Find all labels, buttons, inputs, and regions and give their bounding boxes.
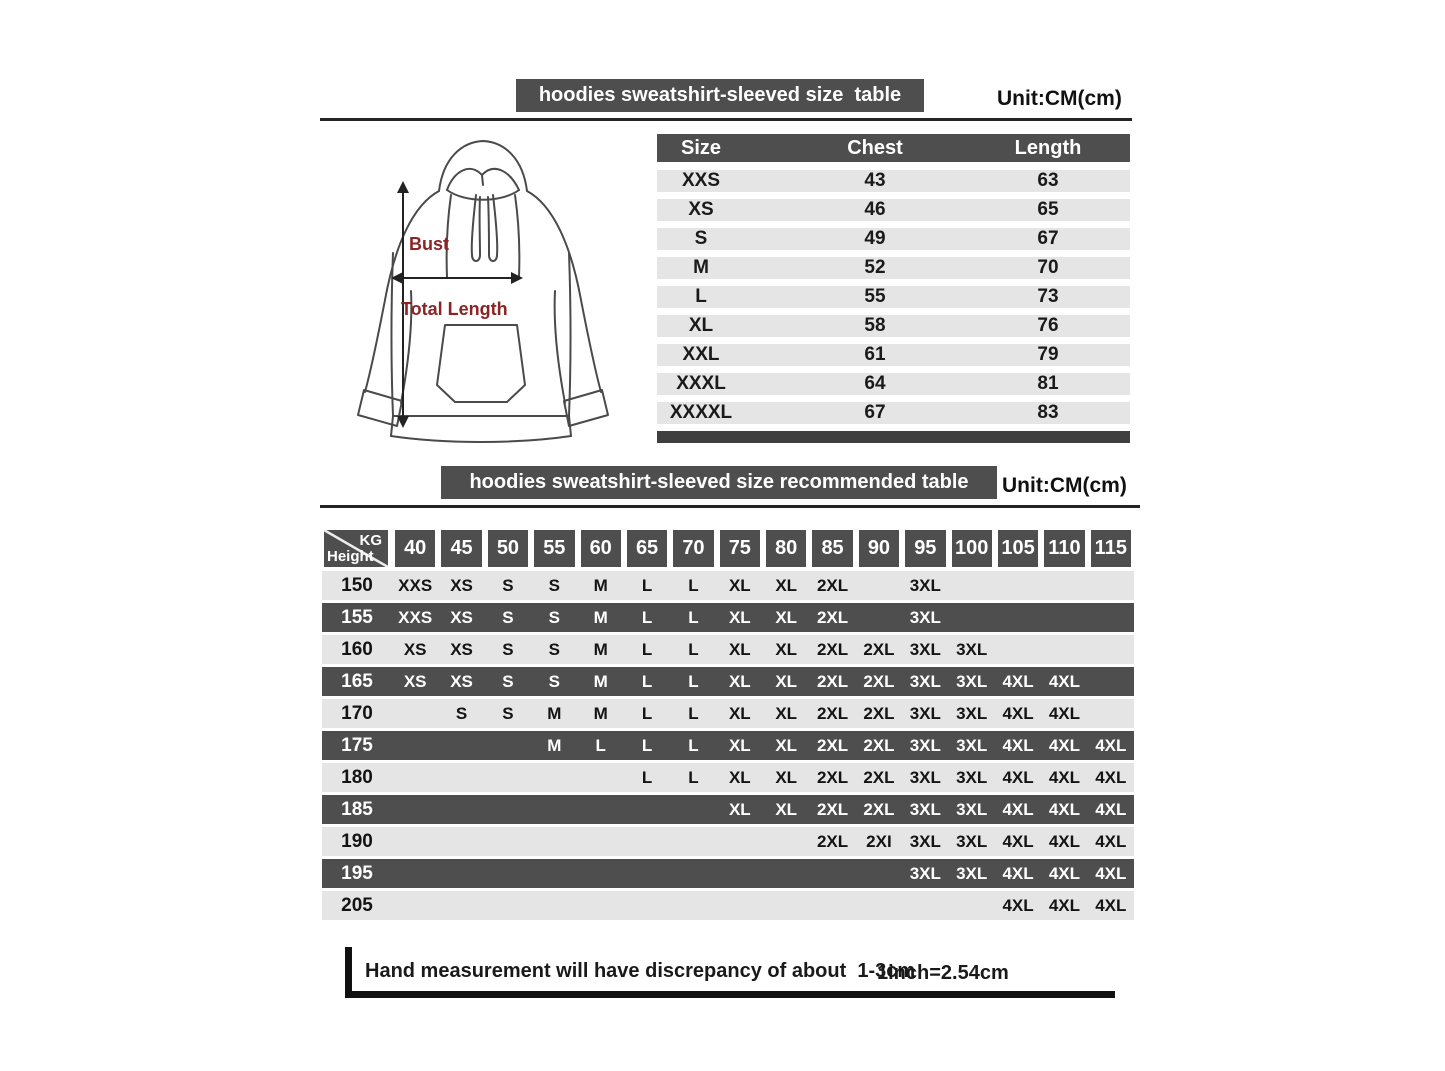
recommended-table-title-bar: [441, 466, 997, 499]
size-cell: 4XL: [1095, 863, 1127, 883]
size-cell: 2XL: [816, 639, 849, 659]
height-value: 170: [341, 702, 373, 724]
size-cell: 4XL: [1048, 671, 1081, 691]
size-cell: 4XL: [1048, 767, 1081, 787]
size-cell: XL: [728, 671, 751, 691]
recommended-table-row: [322, 859, 1134, 888]
chest-value: 67: [864, 402, 886, 423]
size-table-header: [657, 134, 1130, 162]
size-value: XL: [688, 315, 714, 336]
size-cell: 4XL: [1048, 799, 1081, 819]
chest-value: 58: [864, 315, 886, 336]
size-cell: 2XL: [863, 767, 895, 787]
size-value: XXS: [681, 170, 721, 191]
length-value: 73: [1037, 286, 1059, 307]
kg-height-corner-cell: [324, 530, 388, 567]
size-table-row: [657, 286, 1130, 308]
weight-header-cell: 65: [627, 530, 667, 567]
size-cell: 4XL: [1095, 831, 1127, 851]
size-cell: S: [548, 607, 560, 627]
size-cell: 4XL: [1048, 863, 1081, 883]
weight-header-cell: 80: [766, 530, 806, 567]
size-value: XXXL: [676, 373, 726, 394]
size-cell: XL: [775, 639, 798, 659]
size-value: M: [693, 257, 709, 278]
size-cell: S: [548, 575, 560, 595]
recommended-table-row: [322, 571, 1134, 600]
weight-header-cell: 60: [581, 530, 621, 567]
size-cell: 4XL: [1048, 735, 1081, 755]
height-value: 155: [341, 606, 373, 628]
recommended-table-row: [322, 763, 1134, 792]
size-cell: 2XI: [866, 831, 892, 851]
size-cell: XS: [450, 607, 473, 627]
size-cell: 3XL: [956, 863, 988, 883]
size-cell: 3XL: [909, 607, 941, 627]
size-cell: L: [641, 575, 653, 595]
size-cell: L: [641, 639, 653, 659]
size-cell: L: [688, 767, 699, 787]
size-value: S: [694, 228, 708, 249]
height-value: 185: [341, 798, 373, 820]
size-cell: M: [547, 735, 562, 755]
size-cell: XL: [728, 703, 751, 723]
size-cell: XS: [450, 639, 473, 659]
size-table-title-bar: [516, 79, 924, 112]
length-value: 67: [1037, 228, 1059, 249]
size-value: XXL: [682, 344, 720, 365]
size-cell: 3XL: [956, 767, 988, 787]
weight-header-cell: 110: [1044, 530, 1084, 567]
size-cell: XS: [403, 671, 427, 691]
weight-header-cell: 50: [488, 530, 528, 567]
size-cell: XS: [450, 575, 473, 595]
unit-label-top: Unit:CM(cm): [997, 87, 1122, 110]
recommended-table-row: [322, 827, 1134, 856]
recommended-table-row: [322, 795, 1134, 824]
recommended-table-row: [322, 635, 1134, 664]
height-value: 150: [341, 574, 373, 596]
bust-label: Bust: [409, 234, 449, 254]
size-cell: 4XL: [1002, 671, 1034, 691]
chest-value: 49: [864, 228, 886, 249]
size-cell: XL: [728, 639, 751, 659]
size-cell: 4XL: [1002, 799, 1034, 819]
size-table-row: [657, 228, 1130, 250]
size-cell: XL: [728, 575, 751, 595]
size-cell: XS: [403, 639, 427, 659]
size-value: XS: [688, 199, 714, 220]
size-cell: 4XL: [1002, 895, 1034, 915]
chest-value: 43: [864, 170, 886, 191]
recommended-table-row: [322, 731, 1134, 760]
height-value: 190: [341, 830, 373, 852]
size-table-body: [657, 170, 1130, 424]
size-table-row: [657, 199, 1130, 221]
size-cell: L: [641, 607, 653, 627]
chest-value: 52: [864, 257, 886, 278]
size-cell: XL: [728, 799, 751, 819]
weight-header-cell: 75: [720, 530, 760, 567]
size-cell: 2XL: [816, 703, 849, 723]
size-cell: XXS: [398, 607, 433, 627]
recommended-table-header: [322, 530, 1134, 567]
weight-header-cell: 85: [812, 530, 852, 567]
size-cell: 4XL: [1048, 831, 1081, 851]
size-value: L: [695, 286, 707, 307]
size-cell: L: [688, 735, 699, 755]
size-cell: 3XL: [909, 831, 941, 851]
chest-value: 64: [864, 373, 886, 394]
length-value: 79: [1037, 344, 1059, 365]
size-table-row: [657, 257, 1130, 279]
size-cell: 2XL: [816, 735, 849, 755]
size-cell: 3XL: [909, 703, 941, 723]
size-cell: 4XL: [1002, 831, 1034, 851]
size-table-row: [657, 344, 1130, 366]
recommended-size-table: [322, 530, 1134, 923]
size-cell: 3XL: [909, 639, 941, 659]
size-cell: 2XL: [816, 799, 849, 819]
size-cell: 4XL: [1002, 735, 1034, 755]
size-cell: 4XL: [1095, 767, 1127, 787]
size-cell: 4XL: [1095, 799, 1127, 819]
hoodie-measurement-diagram: [333, 133, 625, 455]
size-cell: 4XL: [1095, 735, 1127, 755]
height-value: 205: [341, 894, 373, 916]
size-cell: 2XL: [816, 767, 849, 787]
size-cell: 3XL: [909, 575, 941, 595]
size-table-row: [657, 402, 1130, 424]
length-value: 76: [1037, 315, 1059, 336]
recommended-table-body: [322, 571, 1134, 920]
hoodie-line-drawing: [333, 133, 625, 455]
size-cell: L: [595, 735, 606, 755]
size-cell: XL: [775, 607, 798, 627]
size-cell: M: [593, 607, 608, 627]
weight-header-cell: 105: [998, 530, 1038, 567]
size-cell: M: [547, 703, 562, 723]
length-value: 63: [1037, 170, 1059, 191]
size-cell: S: [548, 639, 560, 659]
size-cell: XS: [450, 671, 473, 691]
size-cell: XL: [728, 607, 751, 627]
size-cell: 3XL: [909, 735, 941, 755]
size-cell: S: [502, 607, 514, 627]
footnote-bottom-line: [345, 991, 1115, 998]
size-cell: 3XL: [956, 639, 988, 659]
weight-header-cell: 70: [673, 530, 713, 567]
size-cell: L: [688, 575, 699, 595]
weight-header-cell: 95: [905, 530, 945, 567]
height-corner-label: Height: [327, 548, 374, 565]
size-cell: 4XL: [1002, 703, 1034, 723]
weight-header-cell: 40: [395, 530, 435, 567]
size-cell: XL: [775, 735, 798, 755]
size-cell: 3XL: [956, 703, 988, 723]
size-cell: L: [688, 703, 699, 723]
size-cell: L: [688, 639, 699, 659]
weight-header-cell: 100: [952, 530, 992, 567]
size-cell: 2XL: [816, 671, 849, 691]
size-cell: XL: [775, 703, 798, 723]
size-cell: XL: [728, 735, 751, 755]
chest-value: 46: [864, 199, 886, 220]
size-value: XXXXL: [669, 402, 733, 423]
size-cell: 3XL: [956, 799, 988, 819]
size-cell: S: [502, 703, 514, 723]
size-cell: 4XL: [1095, 895, 1127, 915]
size-cell: S: [502, 639, 514, 659]
recommended-table-title: hoodies sweatshirt-sleeved size recommended table: [469, 471, 969, 493]
recommended-table-row: [322, 603, 1134, 632]
size-cell: XXS: [398, 575, 433, 595]
weight-header-cell: 90: [859, 530, 899, 567]
size-cell: XL: [775, 767, 798, 787]
size-cell: S: [502, 575, 514, 595]
size-table-row: [657, 373, 1130, 395]
column-size: Size: [680, 137, 722, 159]
size-cell: 3XL: [909, 767, 941, 787]
height-value: 180: [341, 766, 373, 788]
size-cell: XL: [728, 767, 751, 787]
weight-header-cell: 55: [534, 530, 574, 567]
length-value: 83: [1037, 402, 1059, 423]
size-cell: 2XL: [863, 735, 895, 755]
measurement-discrepancy-note: Hand measurement will have discrepancy of about 1-3cm: [365, 960, 916, 982]
middle-divider: [320, 505, 1140, 508]
size-cell: M: [593, 703, 608, 723]
size-cell: 3XL: [909, 799, 941, 819]
size-cell: 3XL: [956, 735, 988, 755]
size-table-row: [657, 315, 1130, 337]
size-cell: XL: [775, 575, 798, 595]
size-cell: L: [641, 703, 653, 723]
recommended-table-row: [322, 891, 1134, 920]
chest-value: 55: [864, 286, 886, 307]
inch-conversion-note: 1inch=2.54cm: [877, 962, 1009, 984]
size-cell: 2XL: [816, 575, 849, 595]
size-cell: L: [688, 607, 699, 627]
size-table-footer-bar: [657, 431, 1130, 443]
weight-header-cell: 45: [441, 530, 481, 567]
size-cell: 2XL: [863, 799, 895, 819]
column-chest: Chest: [847, 137, 903, 159]
size-cell: 2XL: [816, 831, 849, 851]
size-cell: 2XL: [863, 639, 895, 659]
size-cell: M: [593, 575, 608, 595]
size-cell: 2XL: [816, 607, 849, 627]
size-table-row: [657, 170, 1130, 192]
size-cell: S: [548, 671, 560, 691]
size-cell: L: [641, 671, 653, 691]
height-value: 175: [341, 734, 373, 756]
size-cell: L: [688, 671, 699, 691]
size-cell: 4XL: [1002, 863, 1034, 883]
total-length-label: Total Length: [401, 299, 508, 319]
length-value: 65: [1037, 199, 1059, 220]
size-cell: 4XL: [1048, 703, 1081, 723]
size-cell: 2XL: [863, 703, 895, 723]
height-value: 195: [341, 862, 373, 884]
height-value: 165: [341, 670, 373, 692]
size-cell: L: [641, 735, 653, 755]
top-divider: [320, 118, 1132, 121]
length-value: 81: [1037, 373, 1059, 394]
size-cell: M: [593, 639, 608, 659]
length-value: 70: [1037, 257, 1059, 278]
unit-label-bottom: Unit:CM(cm): [1002, 474, 1127, 497]
size-cell: 3XL: [956, 831, 988, 851]
size-cell: M: [593, 671, 608, 691]
size-cell: 4XL: [1002, 767, 1034, 787]
size-cell: XL: [775, 799, 798, 819]
size-cell: 3XL: [909, 671, 941, 691]
weight-header-cell: 115: [1091, 530, 1131, 567]
size-cell: S: [455, 703, 468, 723]
size-cell: XL: [775, 671, 798, 691]
recommended-table-row: [322, 667, 1134, 696]
column-length: Length: [1014, 137, 1082, 159]
size-table-title: hoodies sweatshirt-sleeved size table: [538, 84, 902, 106]
size-cell: S: [502, 671, 514, 691]
chest-value: 61: [864, 344, 886, 365]
size-cell: 3XL: [909, 863, 941, 883]
size-cell: 3XL: [956, 671, 988, 691]
size-cell: 2XL: [863, 671, 895, 691]
size-table: [657, 134, 1130, 443]
height-value: 160: [341, 638, 373, 660]
kg-corner-label: KG: [359, 532, 382, 549]
recommended-table-row: [322, 699, 1134, 728]
size-cell: 4XL: [1048, 895, 1081, 915]
size-cell: L: [641, 767, 653, 787]
